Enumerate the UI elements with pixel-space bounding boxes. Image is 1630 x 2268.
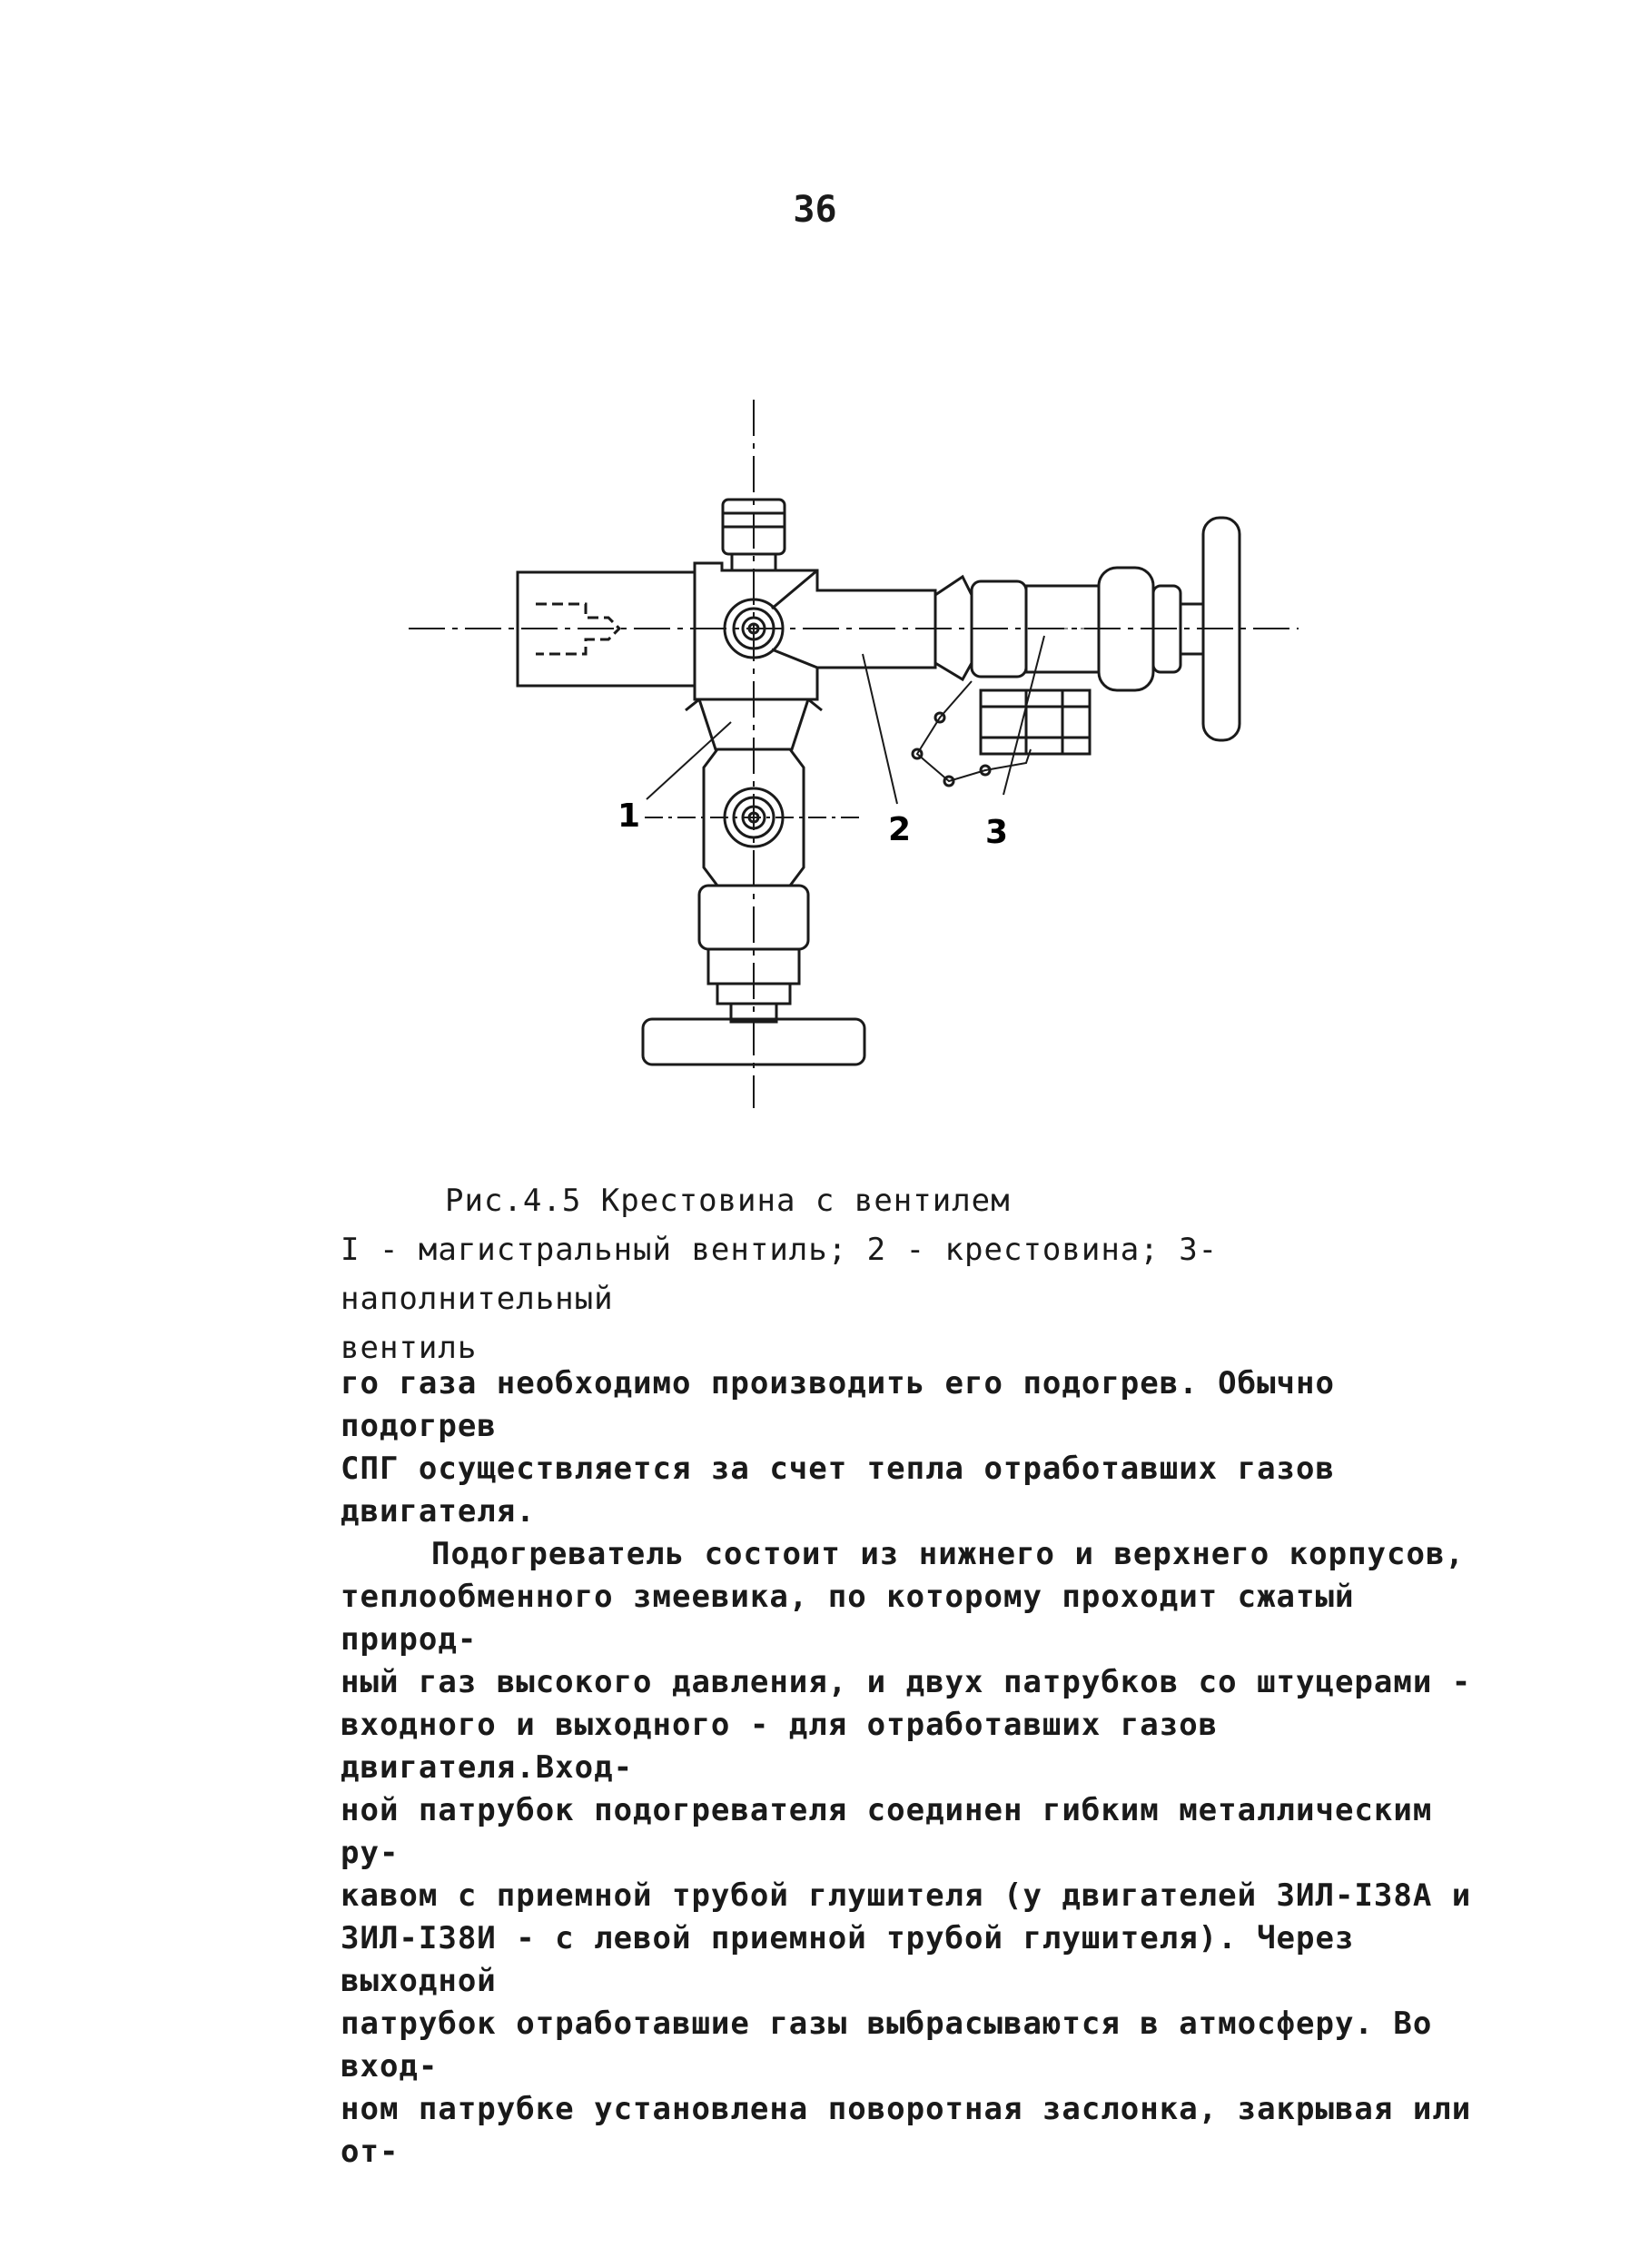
callout-3: 3 [985, 814, 1009, 851]
page-number: 36 [793, 189, 837, 231]
caption-title: Рис.4.5 Крестовина с вентилем [445, 1183, 1011, 1219]
body-line: Подогреватель состоит из нижнего и верхнего корпусов, [431, 1536, 1465, 1572]
callout-2: 2 [888, 811, 912, 848]
body-text [341, 1362, 1485, 2174]
caption-legend-line-1: I - магистральный вентиль; 2 - крестовина; 3- наполнительный [341, 1232, 1219, 1317]
figure-caption [341, 1176, 1485, 1372]
body-line: ном патрубке установлена поворотная заслонка, закрывая или от- [341, 2091, 1472, 2170]
body-line: кавом с приемной трубой глушителя (у двигателей ЗИЛ-I38А и [341, 1877, 1472, 1914]
caption-legend-line-2: вентиль [341, 1330, 478, 1366]
body-line: СПГ осуществляется за счет тепла отработавших газов двигателя. [341, 1451, 1335, 1530]
body-line: входного и выходного - для отработавших газов двигателя.Вход- [341, 1707, 1219, 1786]
body-line: теплообменного змеевика, по которому проходит сжатый природ- [341, 1579, 1355, 1658]
figure-cross-valve [390, 391, 1299, 1108]
body-line: ной патрубок подогревателя соединен гибким металлическим ру- [341, 1792, 1433, 1871]
callout-1: 1 [617, 797, 641, 835]
cross-valve-drawing [390, 391, 1299, 1108]
body-line: го газа необходимо производить его подогрев. Обычно подогрев [341, 1365, 1335, 1444]
body-line: патрубок отработавшие газы выбрасываются в атмосферу. Во вход- [341, 2006, 1433, 2085]
body-line: ЗИЛ-I38И - с левой приемной трубой глушителя). Через выходной [341, 1920, 1355, 1999]
body-line: ный газ высокого давления, и двух патрубков со штуцерами - [341, 1664, 1472, 1700]
